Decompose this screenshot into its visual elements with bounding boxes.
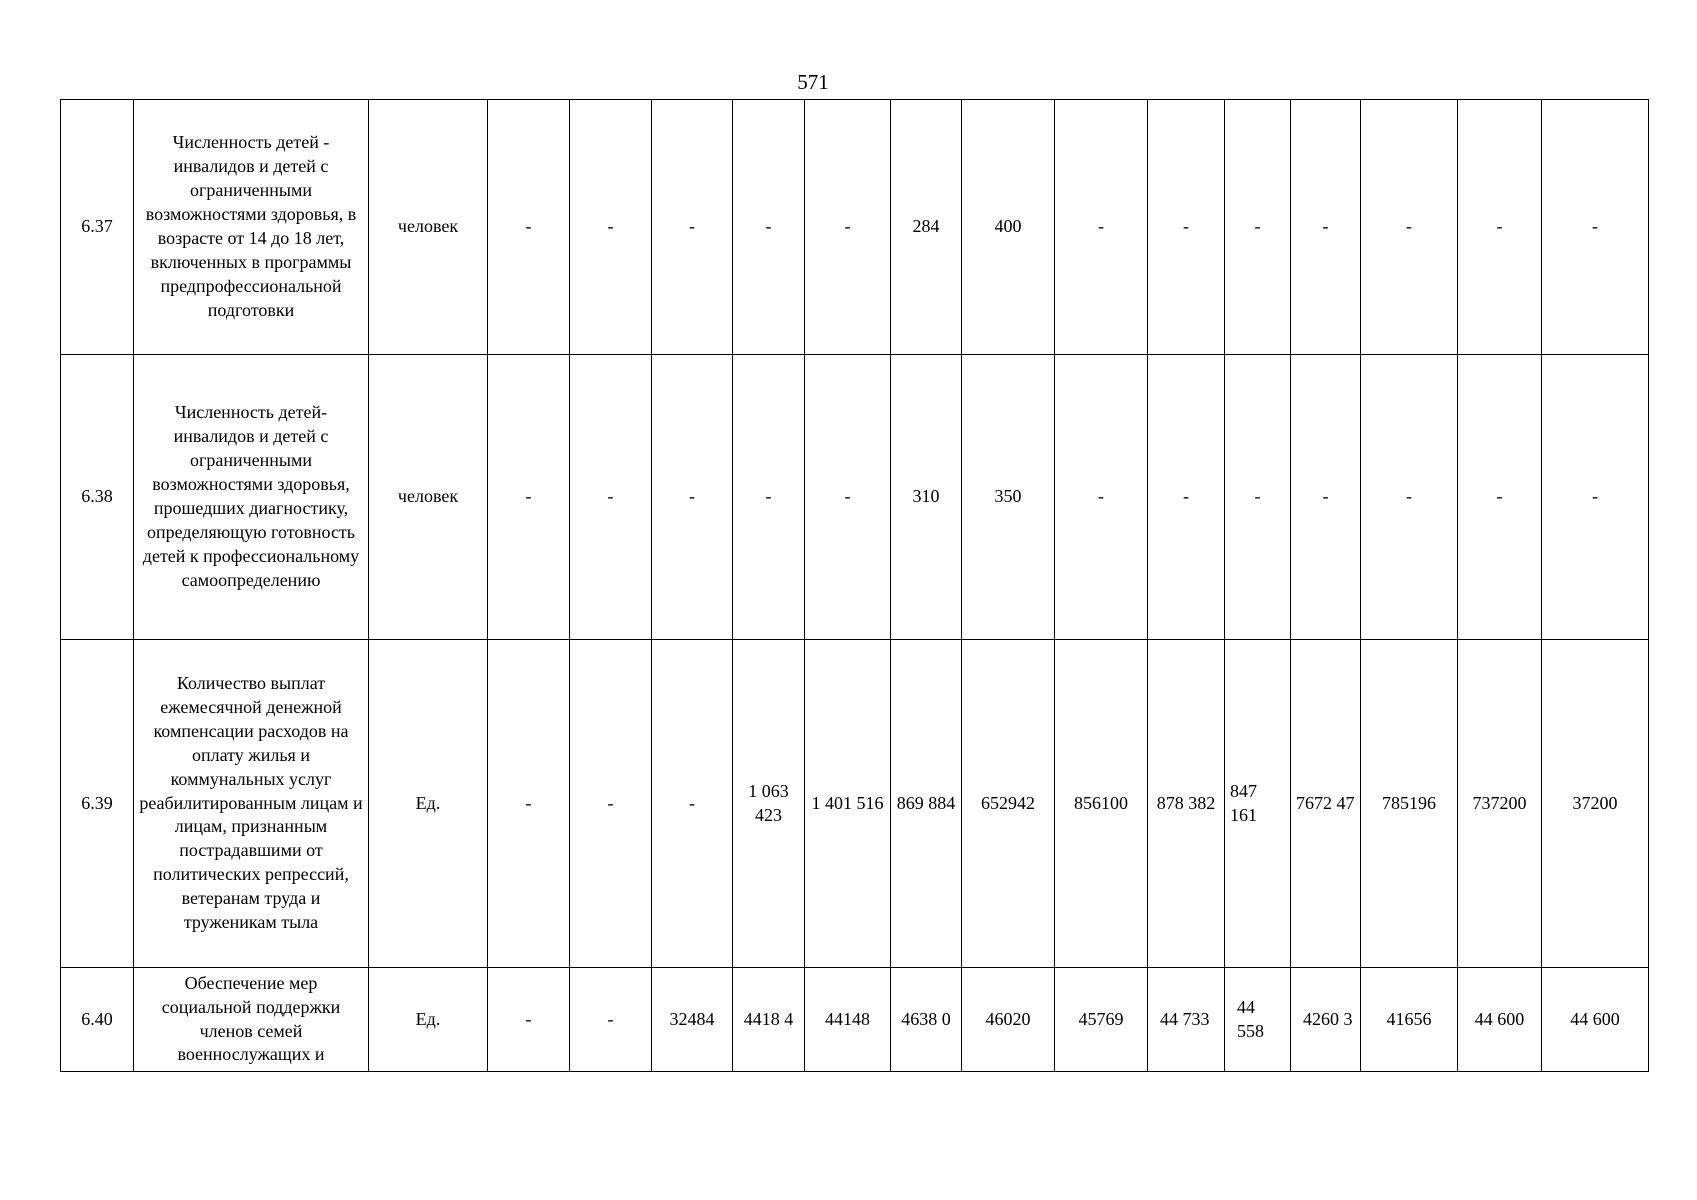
value-cell: 44 558 bbox=[1225, 968, 1291, 1072]
value-cell: - bbox=[652, 100, 733, 355]
value-cell: 41656 bbox=[1361, 968, 1458, 1072]
value-cell: - bbox=[805, 355, 891, 640]
last-value-cell: 37200 bbox=[1542, 640, 1649, 968]
value-cell: 44 733 bbox=[1148, 968, 1225, 1072]
value-cell: - bbox=[570, 100, 652, 355]
value-cell: 869 884 bbox=[891, 640, 962, 968]
value-cell: 847 161 bbox=[1225, 640, 1291, 968]
indicator-name: Количество выплат ежемесячной денежной компенсации расходов на оплату жилья и коммунальных услуг реабилитированным лицам и лицам, признанным пострадавшими от политических репрессий, ветеранам труда и труженикам тыла bbox=[134, 640, 369, 968]
value-cell: 878 382 bbox=[1148, 640, 1225, 968]
value-cell: 1 401 516 bbox=[805, 640, 891, 968]
value-cell: - bbox=[1458, 355, 1542, 640]
indicator-name: Численность детей - инвалидов и детей с ограниченными возможностями здоровья, в возрасте от 14 до 18 лет, включенных в программы предпрофессиональной подготовки bbox=[134, 100, 369, 355]
value-cell: - bbox=[570, 355, 652, 640]
table-row bbox=[61, 100, 1649, 355]
value-cell: 310 bbox=[891, 355, 962, 640]
row-number: 6.40 bbox=[61, 968, 134, 1072]
value-cell: - bbox=[1225, 100, 1291, 355]
value-cell: - bbox=[488, 968, 570, 1072]
value-cell: - bbox=[1148, 355, 1225, 640]
value-cell: 652942 bbox=[962, 640, 1055, 968]
value-cell: 856100 bbox=[1055, 640, 1148, 968]
value-cell: 785196 bbox=[1361, 640, 1458, 968]
table-row bbox=[61, 640, 1649, 968]
indicator-name: Обеспечение мер социальной поддержки членов семей военнослужащих и bbox=[134, 968, 369, 1072]
value-cell: 7672 47 bbox=[1291, 640, 1361, 968]
value-cell: - bbox=[1361, 355, 1458, 640]
value-cell: 400 bbox=[962, 100, 1055, 355]
table-row bbox=[61, 968, 1649, 1072]
value-cell: 44 600 bbox=[1458, 968, 1542, 1072]
value-cell: - bbox=[1291, 355, 1361, 640]
value-cell: - bbox=[733, 100, 805, 355]
row-number: 6.39 bbox=[61, 640, 134, 968]
page-number: 571 bbox=[797, 70, 829, 94]
value-cell: - bbox=[805, 100, 891, 355]
value-cell: - bbox=[570, 640, 652, 968]
value-cell: 1 063 423 bbox=[733, 640, 805, 968]
unit-cell: Ед. bbox=[369, 968, 488, 1072]
value-cell: - bbox=[1055, 100, 1148, 355]
value-cell: - bbox=[1291, 100, 1361, 355]
value-cell: 44148 bbox=[805, 968, 891, 1072]
unit-cell: Ед. bbox=[369, 640, 488, 968]
value-cell: - bbox=[652, 640, 733, 968]
indicators-table bbox=[60, 99, 1649, 1072]
value-cell: 737200 bbox=[1458, 640, 1542, 968]
value-cell: 46020 bbox=[962, 968, 1055, 1072]
value-cell: 350 bbox=[962, 355, 1055, 640]
value-cell: - bbox=[488, 355, 570, 640]
value-cell: 45769 bbox=[1055, 968, 1148, 1072]
last-value-cell: 44 600 bbox=[1542, 968, 1649, 1072]
value-cell: 32484 bbox=[652, 968, 733, 1072]
row-number: 6.38 bbox=[61, 355, 134, 640]
row-number: 6.37 bbox=[61, 100, 134, 355]
unit-cell: человек bbox=[369, 100, 488, 355]
value-cell: 4260 3 bbox=[1291, 968, 1361, 1072]
last-value-cell: - bbox=[1542, 100, 1649, 355]
last-value-cell: - bbox=[1542, 355, 1649, 640]
value-cell: - bbox=[1055, 355, 1148, 640]
value-cell: - bbox=[1361, 100, 1458, 355]
value-cell: 284 bbox=[891, 100, 962, 355]
value-cell: - bbox=[733, 355, 805, 640]
table-row bbox=[61, 355, 1649, 640]
indicator-name: Численность детей-инвалидов и детей с ограниченными возможностями здоровья, прошедших диагностику, определяющую готовность детей к профессиональному самоопределению bbox=[134, 355, 369, 640]
value-cell: - bbox=[1148, 100, 1225, 355]
value-cell: 4638 0 bbox=[891, 968, 962, 1072]
value-cell: - bbox=[488, 100, 570, 355]
value-cell: 4418 4 bbox=[733, 968, 805, 1072]
value-cell: - bbox=[1458, 100, 1542, 355]
value-cell: - bbox=[488, 640, 570, 968]
value-cell: - bbox=[1225, 355, 1291, 640]
value-cell: - bbox=[570, 968, 652, 1072]
value-cell: - bbox=[652, 355, 733, 640]
unit-cell: человек bbox=[369, 355, 488, 640]
